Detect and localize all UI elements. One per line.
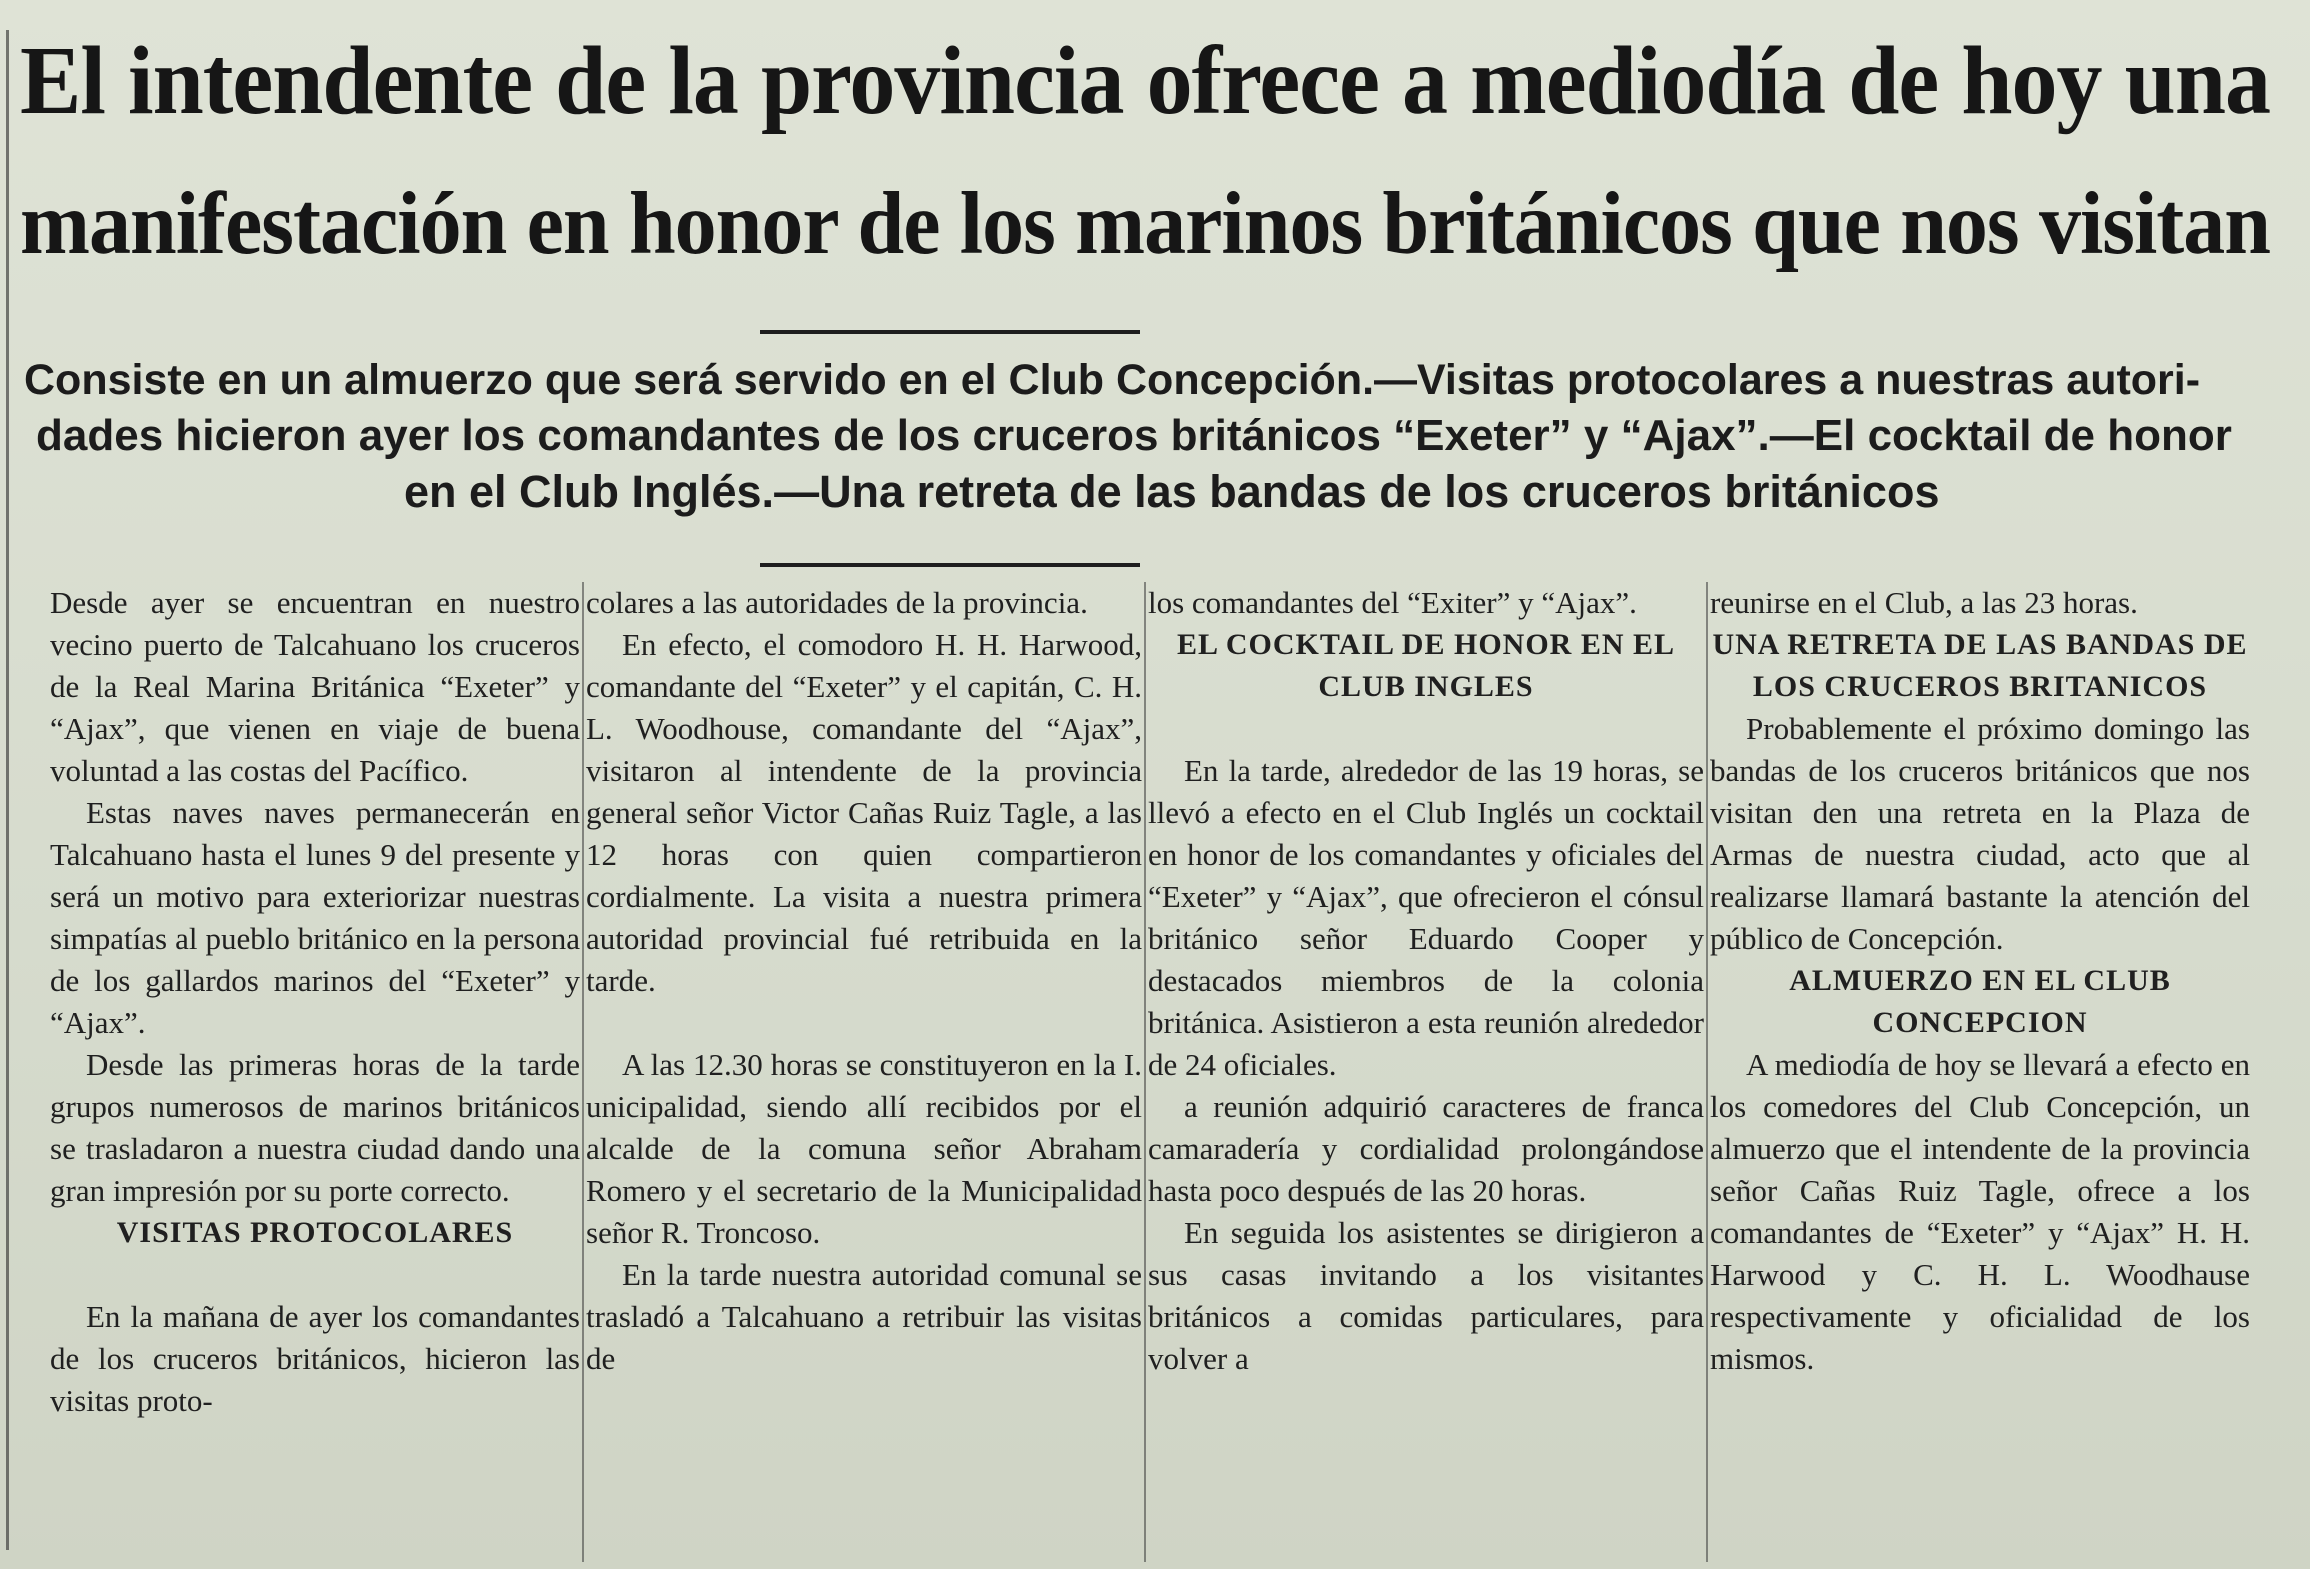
paragraph: Desde ayer se encuentran en nuestro vecino puerto de Talcahuano los cruceros de la Real Marina Británica “Exeter” y “Ajax”, que vienen en viaje de buena voluntad a las costas del Pacífico. xyxy=(50,585,580,788)
paragraph: reunirse en el Club, a las 23 horas. xyxy=(1710,585,2138,620)
paragraph: En seguida los asistentes se dirigieron a sus casas invitando a los visitantes británicos a comidas particulares, para volver a xyxy=(1148,1215,1704,1376)
paragraph: Estas naves naves permanecerán en Talcahuano hasta el lunes 9 del presente y será un motivo para exteriorizar nuestras simpatías al pueblo británico en la persona de los gallardos marinos del “Exeter” y “Ajax”. xyxy=(50,795,580,1040)
column-rule xyxy=(1706,582,1708,1562)
subheadline-deck xyxy=(24,352,2244,520)
paragraph: colares a las autoridades de la provincia. xyxy=(586,585,1088,620)
paragraph: En la mañana de ayer los comandantes de los cruceros británicos, hicieron las visitas proto- xyxy=(50,1299,580,1418)
section-subheading: VISITAS PROTOCOLARES xyxy=(116,1216,514,1249)
paragraph: a reunión adquirió caracteres de franca camaradería y cordialidad prolongándose hasta poco después de las 20 horas. xyxy=(1148,1089,1704,1208)
section-subheading: EL COCKTAIL DE HONOR EN EL CLUB INGLES xyxy=(1176,628,1676,703)
column-rule xyxy=(1144,582,1146,1562)
section-subheading: ALMUERZO EN EL CLUB CONCEPCION xyxy=(1789,964,2171,1039)
article-columns xyxy=(18,582,2288,1562)
paragraph: Desde las primeras horas de la tarde grupos numerosos de marinos británicos se trasladaron a nuestra ciudad dando una gran impresión por su porte correcto. xyxy=(50,1047,580,1208)
article-column-4 xyxy=(1710,582,2250,1562)
paragraph: A mediodía de hoy se llevará a efecto en los comedores del Club Concepción, un almuerzo que el intendente de la provincia señor Cañas Ruiz Tagle, ofrece a los comandantes de “Exeter” y “Ajax” H. H. Harwood y C. H. L. Woodhause respectivamente y oficialidad de los mismos. xyxy=(1710,1047,2250,1376)
paragraph: Probablemente el próximo domingo las bandas de los cruceros británicos que nos visitan den una retreta en la Plaza de Armas de nuestra ciudad, acto que al realizarse llamará bastante la atención del público de Concepción. xyxy=(1710,711,2250,956)
paragraph: los comandantes del “Exiter” y “Ajax”. xyxy=(1148,585,1637,620)
column-rule xyxy=(582,582,584,1562)
deck-divider-bottom xyxy=(760,563,1140,567)
headline-line-2: manifestación en honor de los marinos británicos que nos visitan xyxy=(20,174,2270,273)
deck-line-3: en el Club Inglés.—Una retreta de las bandas de los cruceros británicos xyxy=(404,466,1940,517)
article-column-3 xyxy=(1148,582,1704,1562)
paragraph: En la tarde, alrededor de las 19 horas, se llevó a efecto en el Club Inglés un cocktail en honor de los comandantes y oficiales del “Exeter” y “Ajax”, que ofrecieron el cónsul británico señor Eduardo Cooper y destacados miembros de la colonia británica. Asistieron a esta reunión alrededor de 24 oficiales. xyxy=(1148,753,1704,1082)
headline xyxy=(20,8,2270,296)
deck-line-2: dades hicieron ayer los comandantes de los cruceros británicos “Exeter” y “Ajax”.—El cocktail de honor xyxy=(36,411,2232,460)
article-column-1 xyxy=(50,582,580,1562)
headline-line-1: El intendente de la provincia ofrece a mediodía de hoy una xyxy=(20,26,2270,135)
article-column-2 xyxy=(586,582,1142,1562)
spacer xyxy=(50,1254,580,1296)
spacer xyxy=(1148,708,1704,750)
deck-line-1: Consiste en un almuerzo que será servido en el Club Concepción.—Visitas protocolares a nuestras autori- xyxy=(24,356,2201,404)
paragraph: En la tarde nuestra autoridad comunal se trasladó a Talcahuano a retribuir las visitas de xyxy=(586,1257,1142,1376)
spacer xyxy=(586,1002,1142,1044)
headline-divider-top xyxy=(760,330,1140,334)
paragraph: En efecto, el comodoro H. H. Harwood, comandante del “Exeter” y el capitán, C. H. L. Woodhouse, comandante del “Ajax”, visitaron al intendente de la provincia general señor Victor Cañas Ruiz Tagle, a las 12 horas con quien compartieron cordialmente. La visita a nuestra primera autoridad provincial fué retribuida en la tarde. xyxy=(586,627,1142,998)
section-subheading: UNA RETRETA DE LAS BANDAS DE LOS CRUCEROS BRITANICOS xyxy=(1712,628,2248,703)
paragraph: A las 12.30 horas se constituyeron en la I. unicipalidad, siendo allí recibidos por el alcalde de la comuna señor Abraham Romero y el secretario de la Municipalidad señor R. Troncoso. xyxy=(586,1047,1142,1250)
page-edge-rule xyxy=(6,30,9,1550)
